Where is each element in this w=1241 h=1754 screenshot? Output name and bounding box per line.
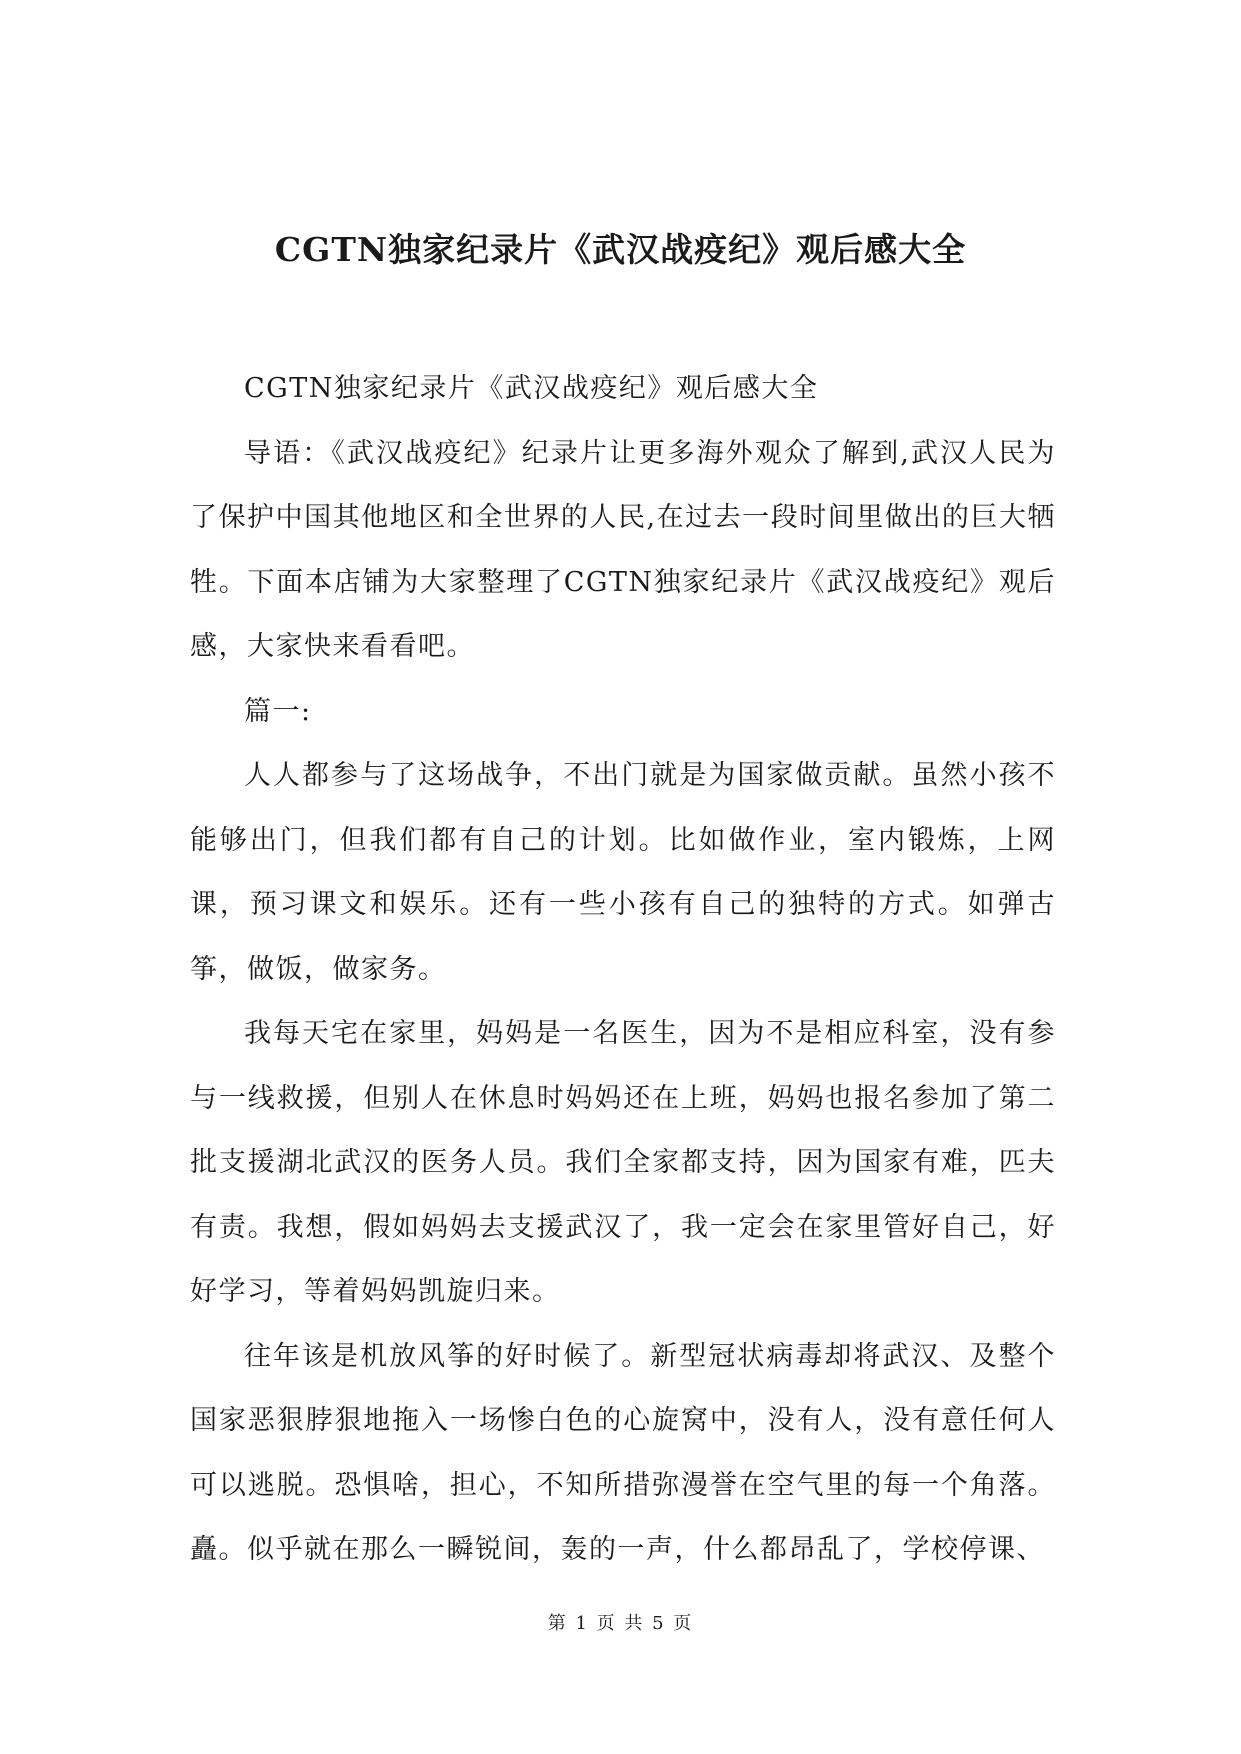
document-title: CGTN独家纪录片《武汉战疫纪》观后感大全 — [274, 230, 967, 269]
document-body — [190, 357, 1056, 1583]
paragraph-body: 我每天宅在家里，妈妈是一名医生，因为不是相应科室，没有参与一线救援，但别人在休息时妈妈还在上班，妈妈也报名参加了第二批支援湖北武汉的医务人员。我们全家都支持，因为国家有难，匹夫有责。我想，假如妈妈去支援武汉了，我一定会在家里管好自己，好好学习，等着妈妈凯旋归来。 — [190, 1018, 1056, 1307]
paragraph-body: 往年该是机放风筝的好时候了。新型冠状病毒却将武汉、及整个国家恶狠脖狠地拖入一场惨白色的心旋窝中，没有人，没有意任何人可以逃脱。恐惧啥，担心，不知所措弥漫誉在空气里的每一个角落。矗。似乎就在那么一瞬锐间，轰的一声，什么都昂乱了，学校停课、 — [190, 1340, 1056, 1565]
page-number-footer: 第 1 页 共 5 页 — [547, 1613, 694, 1634]
paragraph-subtitle: CGTN独家纪录片《武汉战疫纪》观后感大全 — [244, 373, 819, 404]
paragraph-body: 人人都参与了这场战争，不出门就是为国家做贡献。虽然小孩不能够出门，但我们都有自己的计划。比如做作业，室内锻炼，上网课，预习课文和娱乐。还有一些小孩有自己的独特的方式。如弹古筝，做饭，做家务。 — [190, 760, 1056, 985]
paragraph-section-heading: 篇一: — [244, 695, 312, 727]
paragraph-intro: 导语：《武汉战疫纪》纪录片让更多海外观众了解到,武汉人民为了保护中国其他地区和全世界的人民,在过去一段时间里做出的巨大牺牲。下面本店铺为大家整理了CGTN独家纪录片《武汉战疫纪》观后感，大家快来看看吧。 — [190, 437, 1056, 662]
